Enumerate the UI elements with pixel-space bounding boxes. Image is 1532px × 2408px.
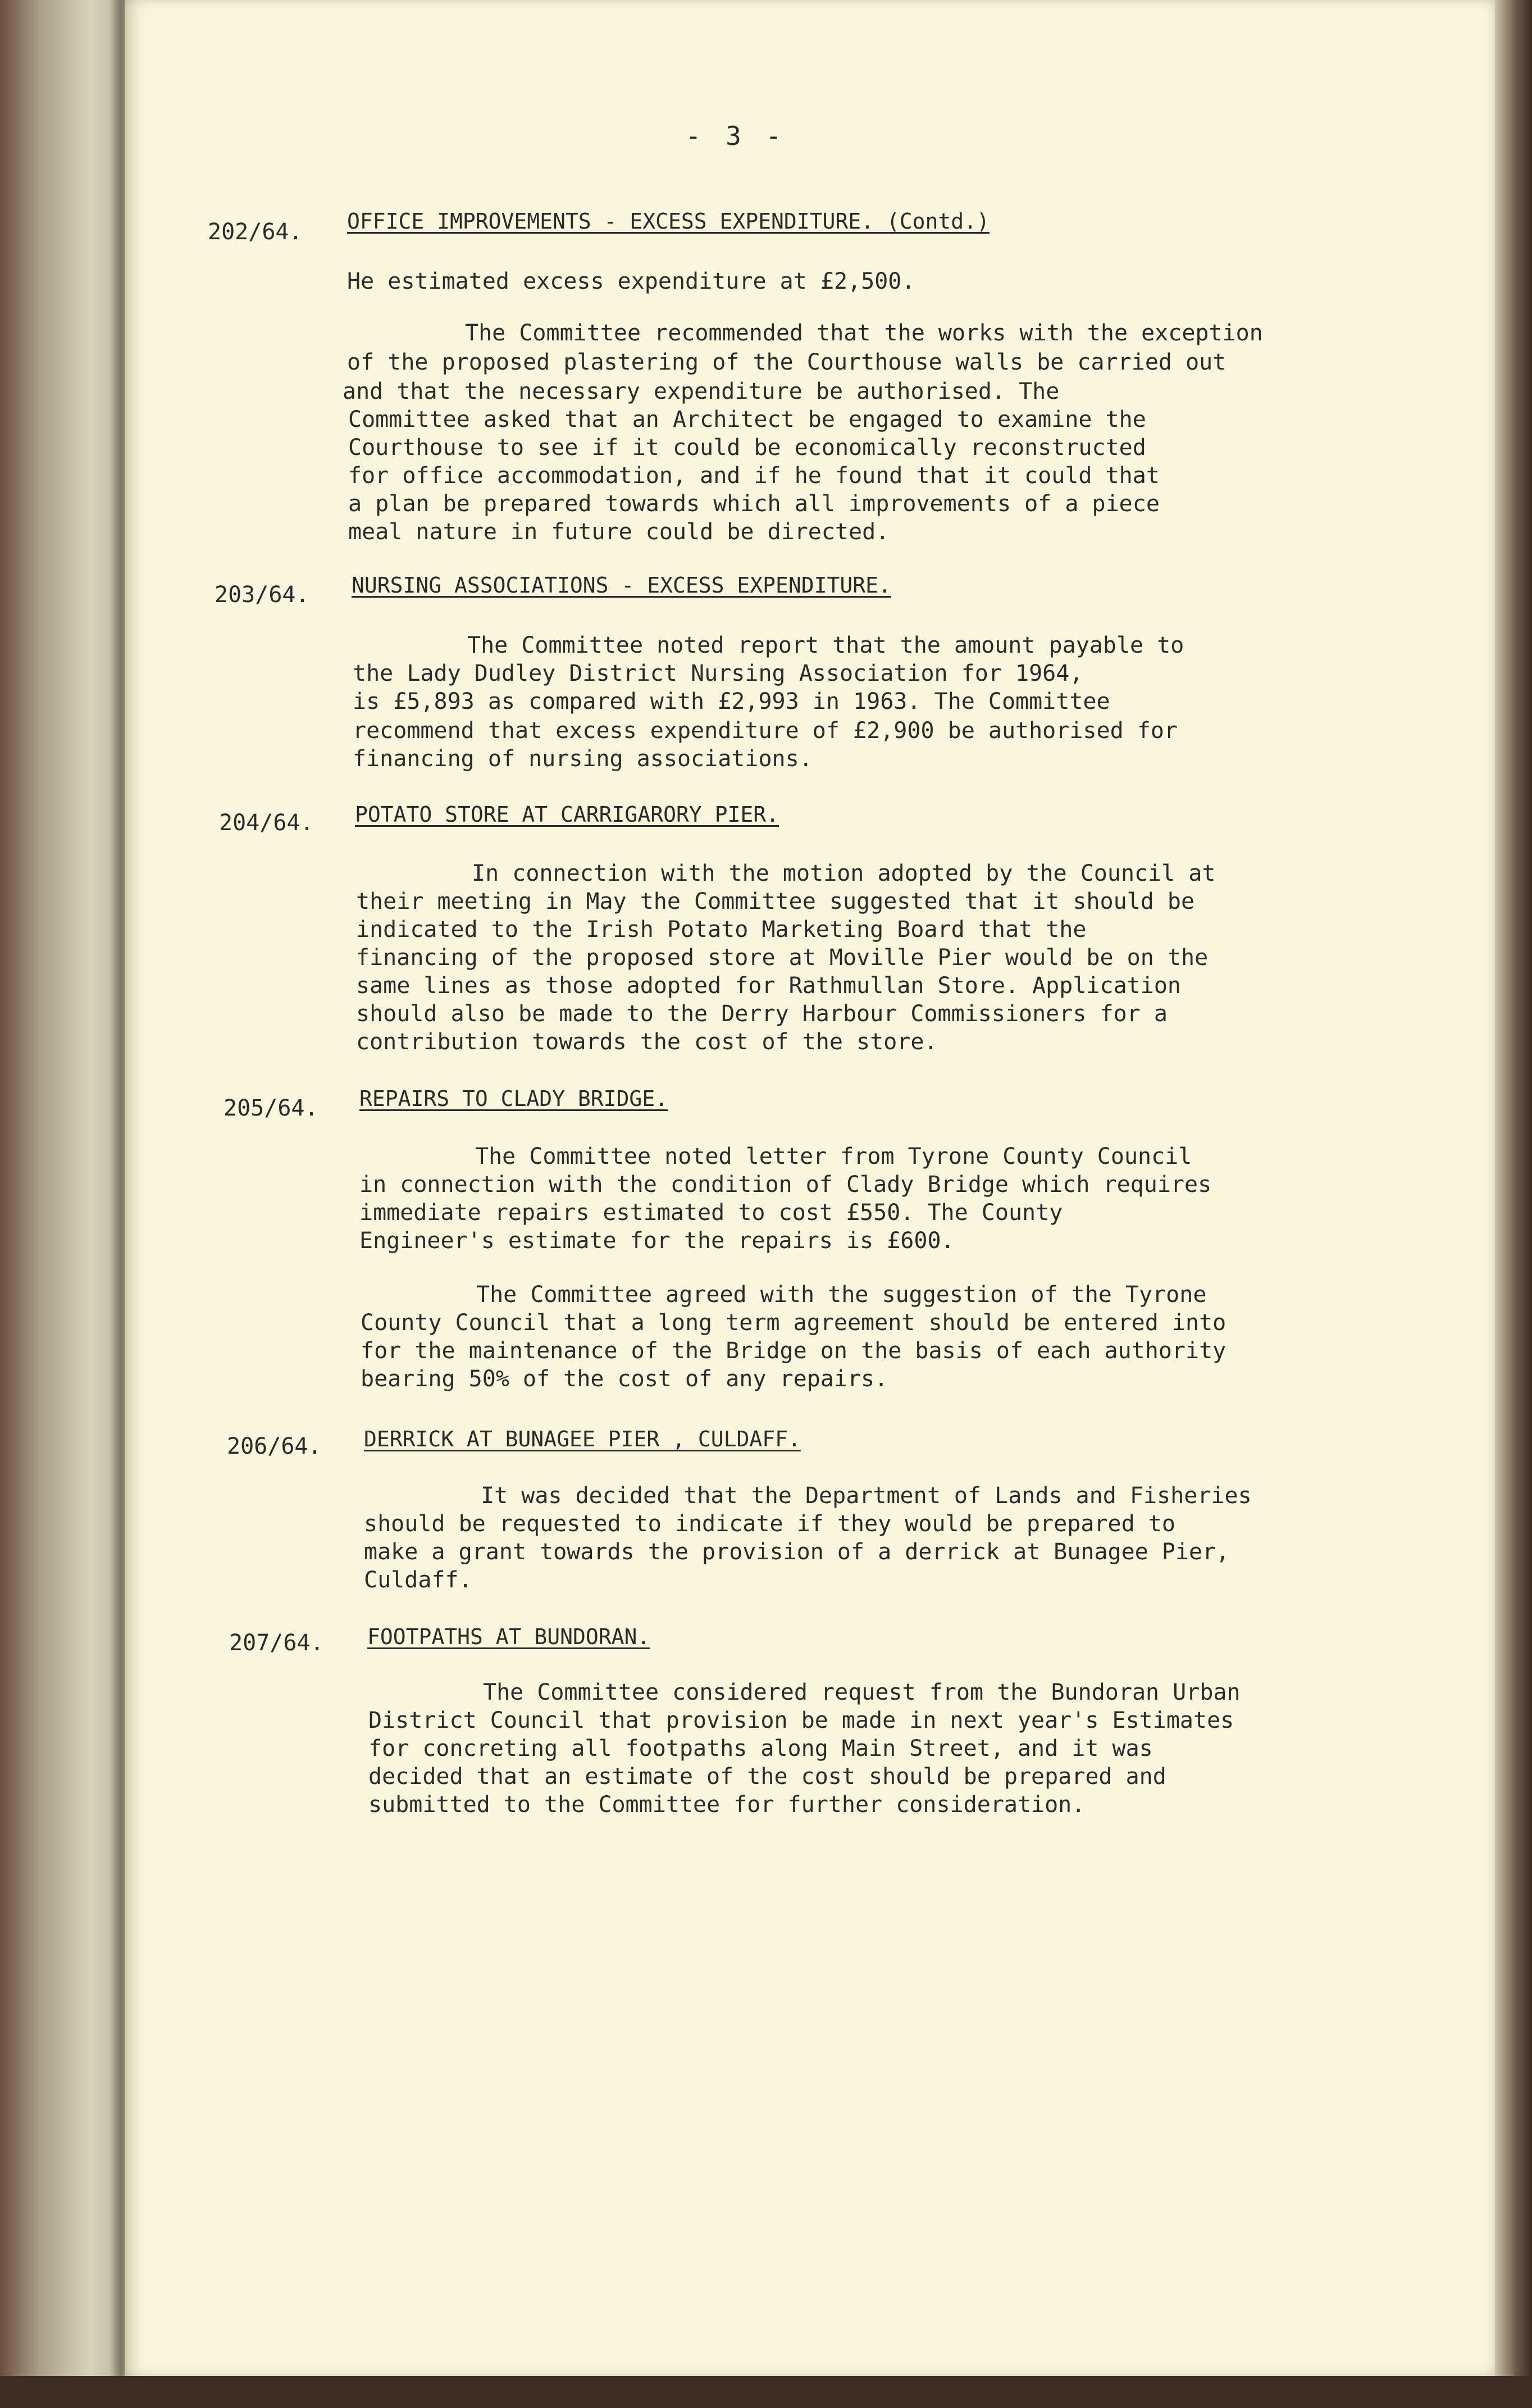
item-line: financing of nursing associations.: [353, 746, 813, 772]
item-line: and that the necessary expenditure be authorised. The: [343, 379, 1060, 404]
item-line: County Council that a long term agreement should be entered into: [361, 1310, 1226, 1336]
item-heading: DERRICK AT BUNAGEE PIER , CULDAFF.: [364, 1427, 801, 1451]
item-line: for office accommodation, and if he found that it could that: [348, 463, 1160, 489]
item-line: bearing 50% of the cost of any repairs.: [361, 1366, 888, 1392]
item-line: It was decided that the Department of Lands and Fisheries: [481, 1483, 1252, 1509]
item-line: The Committee recommended that the works with the exception: [465, 320, 1263, 346]
item-line: Committee asked that an Architect be engaged to examine the: [348, 407, 1146, 433]
item-line: Courthouse to see if it could be economically reconstructed: [348, 435, 1146, 461]
item-heading: NURSING ASSOCIATIONS - EXCESS EXPENDITURE.: [352, 573, 891, 598]
item-line: should also be made to the Derry Harbour Commissioners for a: [356, 1001, 1168, 1027]
item-line: a plan be prepared towards which all improvements of a piece: [348, 491, 1160, 517]
item-line: the Lady Dudley District Nursing Association for 1964,: [353, 661, 1083, 686]
book-edge-right: [1495, 0, 1532, 2408]
item-number: 202/64.: [208, 219, 303, 245]
item-line: contribution towards the cost of the store.: [356, 1029, 938, 1055]
item-heading: FOOTPATHS AT BUNDORAN.: [367, 1624, 650, 1649]
item-number: 206/64.: [227, 1433, 322, 1459]
item-line: recommend that excess expenditure of £2,900 be authorised for: [353, 718, 1178, 744]
item-line: The Committee noted report that the amount payable to: [467, 632, 1184, 658]
item-heading: OFFICE IMPROVEMENTS - EXCESS EXPENDITURE. (Contd.): [347, 209, 990, 234]
item-line: He estimated excess expenditure at £2,500.: [347, 268, 915, 294]
item-line: In connection with the motion adopted by the Council at: [472, 861, 1216, 886]
item-line: The Committee noted letter from Tyrone County Council: [475, 1144, 1192, 1169]
book-edge-bottom: [0, 2376, 1532, 2408]
item-line: financing of the proposed store at Moville Pier would be on the: [356, 945, 1209, 971]
item-line: in connection with the condition of Clady Bridge which requires: [359, 1172, 1212, 1198]
item-heading: REPAIRS TO CLADY BRIDGE.: [359, 1086, 668, 1111]
item-number: 203/64.: [215, 582, 309, 608]
item-number: 205/64.: [224, 1095, 318, 1121]
item-line: is £5,893 as compared with £2,993 in 1963. The Committee: [353, 689, 1110, 714]
item-heading: POTATO STORE AT CARRIGARORY PIER.: [355, 802, 779, 827]
item-line: of the proposed plastering of the Courthouse walls be carried out: [347, 349, 1226, 375]
item-number: 207/64.: [229, 1630, 324, 1656]
item-line: decided that an estimate of the cost should be prepared and: [368, 1764, 1166, 1790]
item-line: Culdaff.: [364, 1567, 472, 1593]
item-line: their meeting in May the Committee suggested that it should be: [356, 889, 1195, 914]
item-line: The Committee agreed with the suggestion of the Tyrone: [476, 1282, 1207, 1308]
item-line: make a grant towards the provision of a derrick at Bunagee Pier,: [364, 1539, 1230, 1565]
item-line: Engineer's estimate for the repairs is £600.: [359, 1228, 955, 1254]
item-line: same lines as those adopted for Rathmullan Store. Application: [356, 973, 1182, 999]
item-line: should be requested to indicate if they would be prepared to: [364, 1511, 1175, 1537]
item-line: meal nature in future could be directed.: [348, 519, 890, 545]
item-line: submitted to the Committee for further consideration.: [368, 1792, 1086, 1818]
item-line: for concreting all footpaths along Main Street, and it was: [368, 1736, 1153, 1761]
item-line: The Committee considered request from the Bundoran Urban: [483, 1679, 1241, 1705]
item-line: immediate repairs estimated to cost £550. The County: [359, 1200, 1063, 1226]
item-line: for the maintenance of the Bridge on the basis of each authority: [361, 1338, 1226, 1364]
item-line: indicated to the Irish Potato Marketing Board that the: [356, 917, 1087, 943]
item-line: District Council that provision be made in next year's Estimates: [368, 1708, 1234, 1733]
item-number: 204/64.: [219, 810, 314, 836]
page-number: - 3 -: [685, 121, 786, 151]
